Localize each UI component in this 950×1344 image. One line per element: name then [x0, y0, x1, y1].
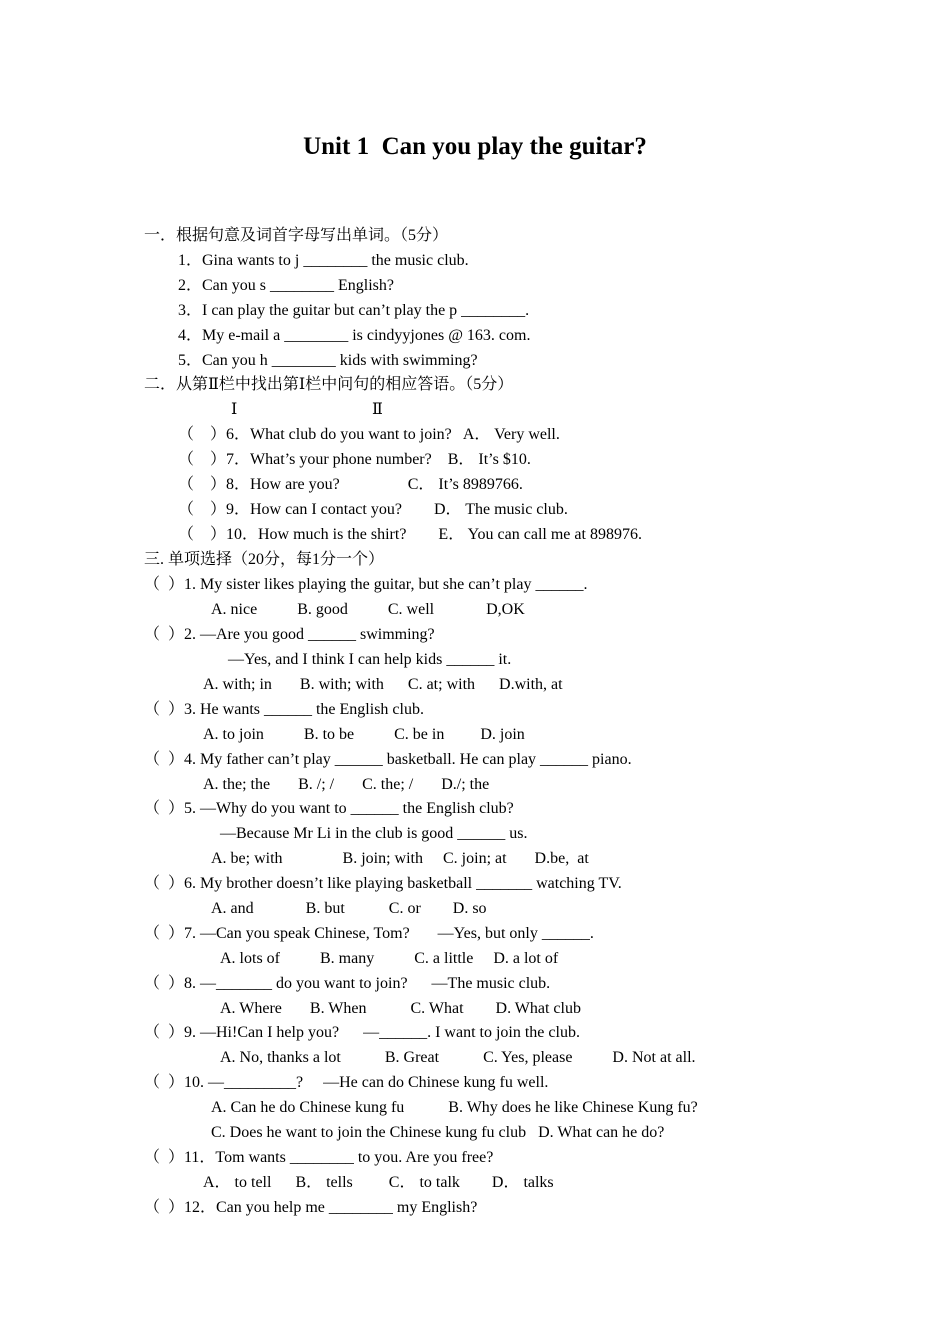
question-11-options: A． to tell B． tells C． to talk D． talks: [203, 1174, 554, 1191]
section2-heading: 二．从第Ⅱ栏中找出第Ⅰ栏中问句的相应答语。（5分）: [144, 376, 514, 393]
page-title: Unit 1 Can you play the guitar?: [303, 133, 647, 160]
question-2-options: A. with; in B. with; with C. at; with D.with, at: [203, 676, 563, 693]
section1-item-1: 1．Gina wants to j ________ the music club.: [178, 252, 469, 269]
question-3-options: A. to join B. to be C. be in D. join: [203, 726, 525, 743]
question-5-reply: —Because Mr Li in the club is good ______ us.: [220, 825, 528, 842]
question-10-options-cd: C. Does he want to join the Chinese kung fu club D. What can he do?: [211, 1124, 665, 1141]
matching-item-9: （ ）9．How can I contact you? D． The music club.: [178, 501, 568, 518]
question-11: （ ）11．Tom wants ________ to you. Are you free?: [144, 1149, 494, 1166]
question-12: （ ）12．Can you help me ________ my English?: [144, 1199, 478, 1216]
question-9-options: A. No, thanks a lot B. Great C. Yes, please D. Not at all.: [220, 1049, 696, 1066]
question-4: （ ）4. My father can’t play ______ basketball. He can play ______ piano.: [144, 751, 632, 768]
question-8: （ ）8. —_______ do you want to join? —The music club.: [144, 975, 551, 992]
question-5: （ ）5. —Why do you want to ______ the English club?: [144, 800, 514, 817]
section1-item-5: 5．Can you h ________ kids with swimming?: [178, 352, 478, 369]
question-7-options: A. lots of B. many C. a little D. a lot of: [220, 950, 559, 967]
question-3: （ ）3. He wants ______ the English club.: [144, 701, 424, 718]
section1-item-2: 2．Can you s ________ English?: [178, 277, 394, 294]
question-6-options: A. and B. but C. or D. so: [211, 900, 487, 917]
question-2-reply: —Yes, and I think I can help kids ______ it.: [228, 651, 512, 668]
question-6: （ ）6. My brother doesn’t like playing basketball _______ watching TV.: [144, 875, 622, 892]
question-10-options-ab: A. Can he do Chinese kung fu B. Why does he like Chinese Kung fu?: [211, 1099, 698, 1116]
matching-item-8: （ ）8．How are you? C． It’s 8989766.: [178, 476, 523, 493]
question-1: （ ）1. My sister likes playing the guitar, but she can’t play ______.: [144, 576, 588, 593]
section1-heading: 一．根据句意及词首字母写出单词。（5分）: [144, 227, 449, 244]
question-5-options: A. be; with B. join; with C. join; at D.be, at: [211, 850, 589, 867]
question-4-options: A. the; the B. /; / C. the; / D./; the: [203, 776, 490, 793]
section1-item-3: 3．I can play the guitar but can’t play the p ________.: [178, 302, 530, 319]
question-9: （ ）9. —Hi!Can I help you? —______. I want to join the club.: [144, 1024, 580, 1041]
question-2: （ ）2. —Are you good ______ swimming?: [144, 626, 435, 643]
column-one-label: Ⅰ: [231, 401, 238, 418]
section3-heading: 三. 单项选择（20分，每1分一个）: [144, 551, 385, 568]
matching-item-10: （ ）10．How much is the shirt? E． You can call me at 898976.: [178, 526, 642, 543]
question-8-options: A. Where B. When C. What D. What club: [220, 1000, 581, 1017]
matching-item-7: （ ）7．What’s your phone number? B． It’s $10.: [178, 451, 531, 468]
question-10: （ ）10. —_________? —He can do Chinese kung fu well.: [144, 1074, 549, 1091]
question-7: （ ）7. —Can you speak Chinese, Tom? —Yes, but only ______.: [144, 925, 594, 942]
matching-item-6: （ ）6．What club do you want to join? A． Very well.: [178, 426, 560, 443]
section1-item-4: 4．My e-mail a ________ is cindyyjones @ 163. com.: [178, 327, 531, 344]
question-1-options: A. nice B. good C. well D,OK: [211, 601, 525, 618]
column-two-label: Ⅱ: [372, 401, 383, 418]
